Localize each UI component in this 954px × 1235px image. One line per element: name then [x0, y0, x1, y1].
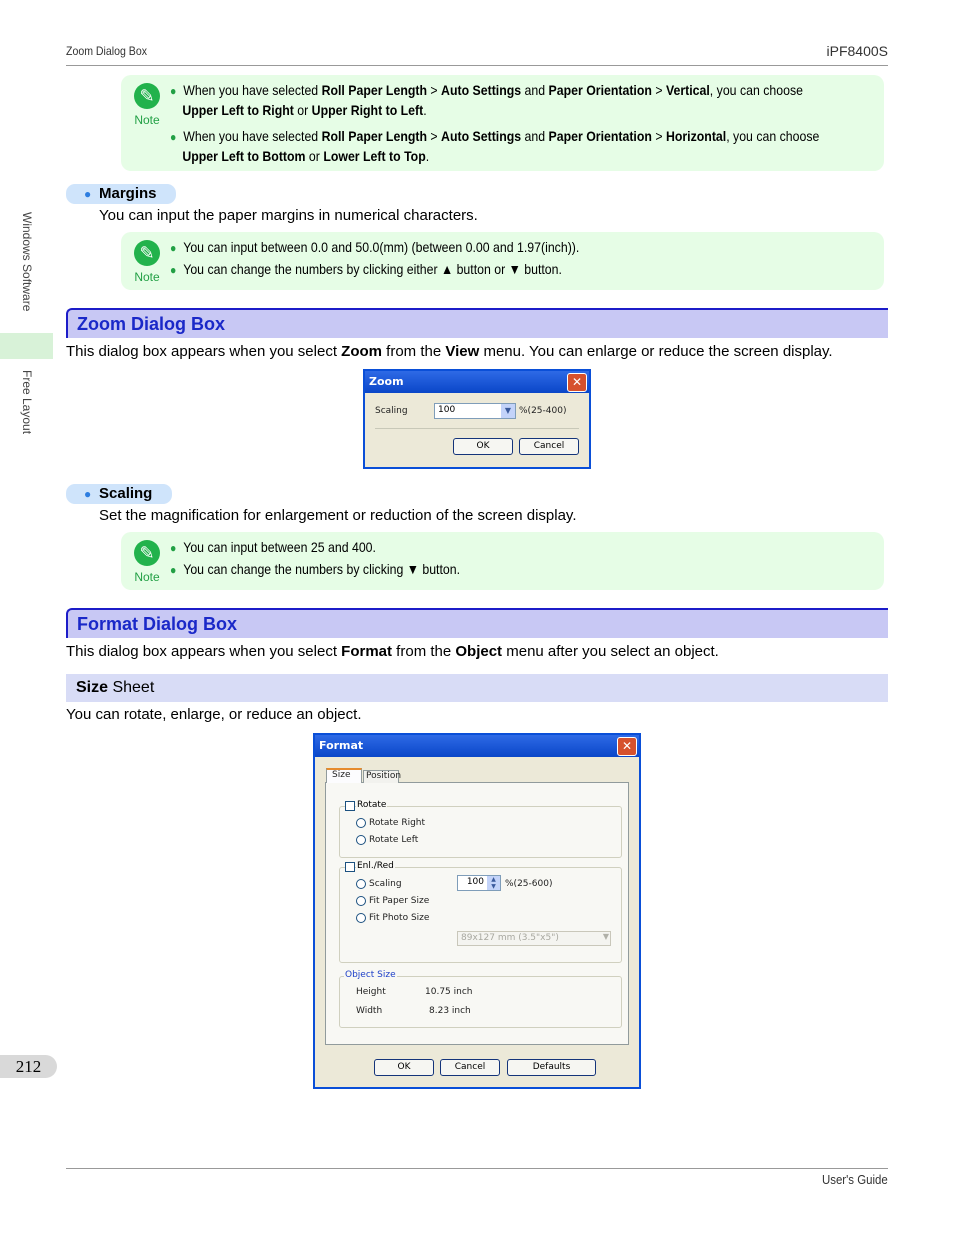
- scaling-combo[interactable]: 100 ▼: [434, 403, 516, 419]
- scaling-radio-label: Scaling: [369, 879, 402, 889]
- spin-up-icon[interactable]: ▲: [487, 876, 500, 883]
- chevron-down-icon[interactable]: ▼: [501, 404, 515, 418]
- margins-note-buttons: ● You can change the numbers by clicking either ▲ button or ▼ button.: [170, 261, 562, 277]
- running-header-title: Zoom Dialog Box: [66, 44, 148, 58]
- rotate-right-radio[interactable]: [356, 818, 366, 828]
- section-heading-format: Format Dialog Box: [66, 608, 888, 638]
- fit-photo-label: Fit Photo Size: [369, 913, 430, 923]
- rotate-left-radio[interactable]: [356, 835, 366, 845]
- scaling-note-range: ● You can input between 25 and 400.: [170, 539, 376, 555]
- footer-guide-title: User's Guide: [822, 1172, 888, 1187]
- scaling-radio[interactable]: [356, 879, 366, 889]
- height-label: Height: [356, 987, 386, 997]
- note-icon: ✎ Note: [131, 240, 163, 286]
- scaling-range: %(25-400): [519, 406, 567, 416]
- page-number: 212: [0, 1055, 57, 1078]
- enlarge-reduce-label: Enl./Red: [357, 861, 394, 871]
- enlarge-reduce-checkbox[interactable]: [345, 862, 355, 872]
- format-description: You can rotate, enlarge, or reduce an object.: [66, 706, 362, 723]
- scaling-note-buttons: ● You can change the numbers by clicking ▼ button.: [170, 561, 461, 577]
- rotate-checkbox[interactable]: [345, 801, 355, 811]
- margins-description: You can input the paper margins in numerical characters.: [99, 207, 478, 224]
- zoom-dialog: [363, 369, 591, 469]
- scaling-range-label: %(25-600): [505, 879, 553, 889]
- defaults-button[interactable]: Defaults: [507, 1059, 596, 1076]
- scaling-stepper[interactable]: 100 ▲ ▼: [457, 875, 501, 891]
- width-label: Width: [356, 1006, 383, 1016]
- format-dialog: [313, 733, 641, 1089]
- close-icon[interactable]: ✕: [617, 737, 637, 756]
- format-intro: This dialog box appears when you select Format from the Object menu after you select an object.: [66, 643, 719, 660]
- scaling-description: Set the magnification for enlargement or reduction of the screen display.: [99, 507, 577, 524]
- rotate-left-label: Rotate Left: [369, 835, 419, 845]
- scaling-label: Scaling: [375, 406, 408, 416]
- cancel-button[interactable]: Cancel: [440, 1059, 500, 1076]
- note-icon: ✎ Note: [131, 83, 163, 129]
- note-item-horizontal: ● When you have selected Roll Paper Length > Auto Settings and Paper Orientation > Horizontal, you can choose Upper Left to Bottom or Lower Left to Top.: [170, 128, 820, 164]
- rotate-label: Rotate: [357, 800, 387, 810]
- ok-button[interactable]: OK: [453, 438, 513, 455]
- photo-size-select[interactable]: 89x127 mm (3.5"x5") ▼: [457, 931, 611, 946]
- divider: [375, 428, 579, 429]
- zoom-dialog-titlebar: Zoom ✕: [365, 371, 589, 393]
- fit-paper-radio[interactable]: [356, 896, 366, 906]
- fit-paper-label: Fit Paper Size: [369, 896, 430, 906]
- subheading-size-sheet: Size Sheet: [66, 674, 888, 702]
- side-tab-marker: [0, 333, 53, 359]
- margins-note-range: ● You can input between 0.0 and 50.0(mm) (between 0.00 and 1.97(inch)).: [170, 239, 580, 255]
- tab-size[interactable]: Size: [326, 768, 362, 783]
- object-size-label: Object Size: [345, 970, 396, 980]
- format-dialog-titlebar: Format ✕: [315, 735, 639, 757]
- side-label-windows-software: Windows Software: [20, 212, 34, 312]
- close-icon[interactable]: ✕: [567, 373, 587, 392]
- scaling-item-label: ● Scaling: [66, 484, 172, 504]
- section-heading-zoom: Zoom Dialog Box: [66, 308, 888, 338]
- spin-down-icon[interactable]: ▼: [487, 883, 500, 890]
- cancel-button[interactable]: Cancel: [519, 438, 579, 455]
- header-rule: [66, 65, 888, 66]
- fit-photo-radio[interactable]: [356, 913, 366, 923]
- object-size-group: [339, 976, 622, 1028]
- chevron-down-icon[interactable]: ▼: [602, 932, 609, 941]
- ok-button[interactable]: OK: [374, 1059, 434, 1076]
- running-header-model: iPF8400S: [826, 43, 888, 59]
- zoom-intro: This dialog box appears when you select Zoom from the View menu. You can enlarge or reduce the screen display.: [66, 343, 833, 360]
- rotate-right-label: Rotate Right: [369, 818, 426, 828]
- footer-rule: [66, 1168, 888, 1169]
- side-label-free-layout: Free Layout: [20, 370, 34, 435]
- width-value: 8.23 inch: [429, 1006, 471, 1016]
- rotate-group: [339, 806, 622, 858]
- tab-position[interactable]: Position: [363, 770, 399, 783]
- note-icon: ✎ Note: [131, 540, 163, 586]
- height-value: 10.75 inch: [425, 987, 473, 997]
- note-item-vertical: ● When you have selected Roll Paper Length > Auto Settings and Paper Orientation > Vertical, you can choose Upper Left to Right or Upper Right to Left.: [170, 82, 803, 118]
- margins-item-label: ● Margins: [66, 184, 176, 204]
